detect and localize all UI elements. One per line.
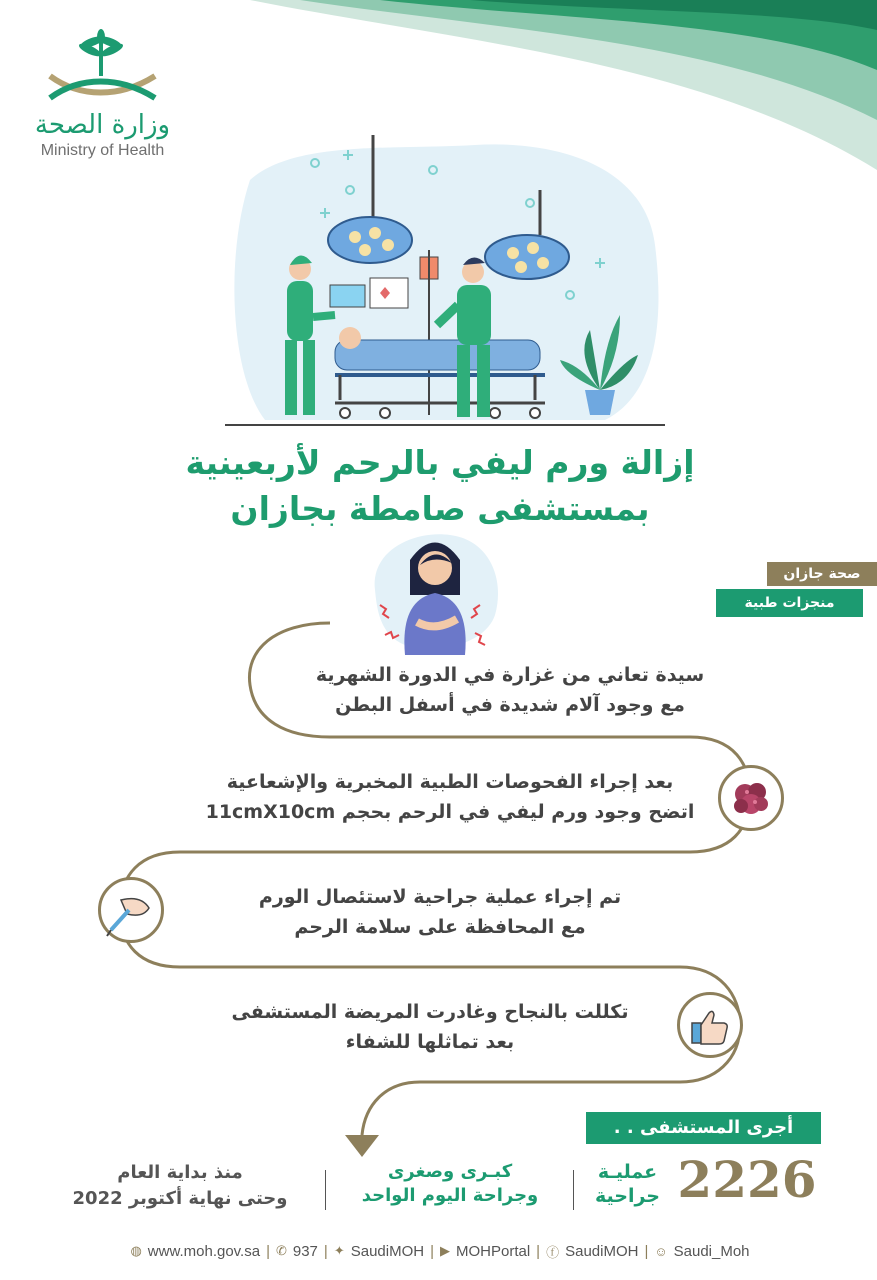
step-4-line-1: تكللت بالنجاح وغادرت المريضة المستشفى [231, 1001, 629, 1023]
operations-label-line-2: جراحية [595, 1185, 660, 1207]
step-1-line-1: سيدة تعاني من غزارة في الدورة الشهرية [315, 664, 705, 686]
period-line-1: منذ بداية العام [117, 1162, 243, 1183]
step-1-text [230, 660, 790, 720]
title-line-2: بمستشفى صامطة بجازان [230, 489, 650, 528]
scalpel-icon-circle [98, 877, 164, 943]
operation-types-line-1: كبـرى وصغرى [387, 1161, 513, 1182]
contact-footer [95, 1240, 785, 1262]
category-tag: منجزات طبية [716, 589, 863, 617]
logo-arabic-text: وزارة الصحة [34, 110, 171, 140]
step-1-line-2: مع وجود آلام شديدة في أسفل البطن [335, 694, 685, 716]
step-2-text [130, 767, 770, 827]
globe-icon: ◍ [130, 1243, 142, 1258]
twitter-handle[interactable]: SaudiMOH [350, 1242, 425, 1260]
period-text [40, 1160, 320, 1212]
youtube-icon: ▶ [439, 1243, 450, 1258]
scalpel-hand-icon [101, 880, 161, 940]
period-line-2: وحتى نهاية أكتوبر 2022 [72, 1188, 288, 1209]
operations-count: 2226 [677, 1150, 817, 1209]
hospital-conducted-label: أجرى المستشفى . . [586, 1112, 821, 1144]
twitter-icon: ✦ [333, 1243, 345, 1258]
step-3-line-1: تم إجراء عملية جراحية لاستئصال الورم [258, 886, 622, 908]
title-line-1: إزالة ورم ليفي بالرحم لأربعينية [185, 443, 695, 482]
footer-separator: | [430, 1242, 434, 1260]
phone-icon: ✆ [275, 1243, 287, 1258]
divider [573, 1170, 574, 1210]
youtube-handle[interactable]: MOHPortal [455, 1242, 531, 1260]
step-3-line-2: مع المحافظة على سلامة الرحم [294, 916, 586, 938]
footer-separator: | [266, 1242, 270, 1260]
divider [325, 1170, 326, 1210]
footer-separator: | [323, 1242, 328, 1260]
logo-english-text: Ministry of Health [40, 142, 165, 159]
facebook-handle[interactable]: SaudiMOH [565, 1242, 639, 1260]
snapchat-icon: ☺ [654, 1243, 668, 1259]
snapchat-handle[interactable]: Saudi_Moh [673, 1242, 750, 1260]
operation-types-line-2: وجراحة اليوم الواحد [361, 1185, 539, 1206]
region-tag: صحة جازان [767, 562, 877, 586]
operations-label [585, 1160, 670, 1208]
facebook-icon: ⓕ [546, 1244, 560, 1260]
footer-separator: | [536, 1242, 541, 1260]
phone-number[interactable]: 937 [292, 1242, 318, 1260]
step-4-line-2: بعد تماثلها للشفاء [345, 1031, 515, 1053]
step-2-line-1: بعد إجراء الفحوصات الطبية المخبرية والإشعاعية [226, 771, 674, 793]
footer-separator: | [644, 1242, 649, 1260]
step-3-text [160, 882, 720, 942]
website-link[interactable]: www.moh.gov.sa [147, 1242, 261, 1260]
operations-label-line-1: عمليـة [597, 1161, 658, 1183]
step-4-text [150, 997, 710, 1057]
operation-types [335, 1160, 565, 1208]
step-2-line-2: اتضح وجود ورم ليفي في الرحم بحجم 11cmX10cm [205, 801, 695, 823]
